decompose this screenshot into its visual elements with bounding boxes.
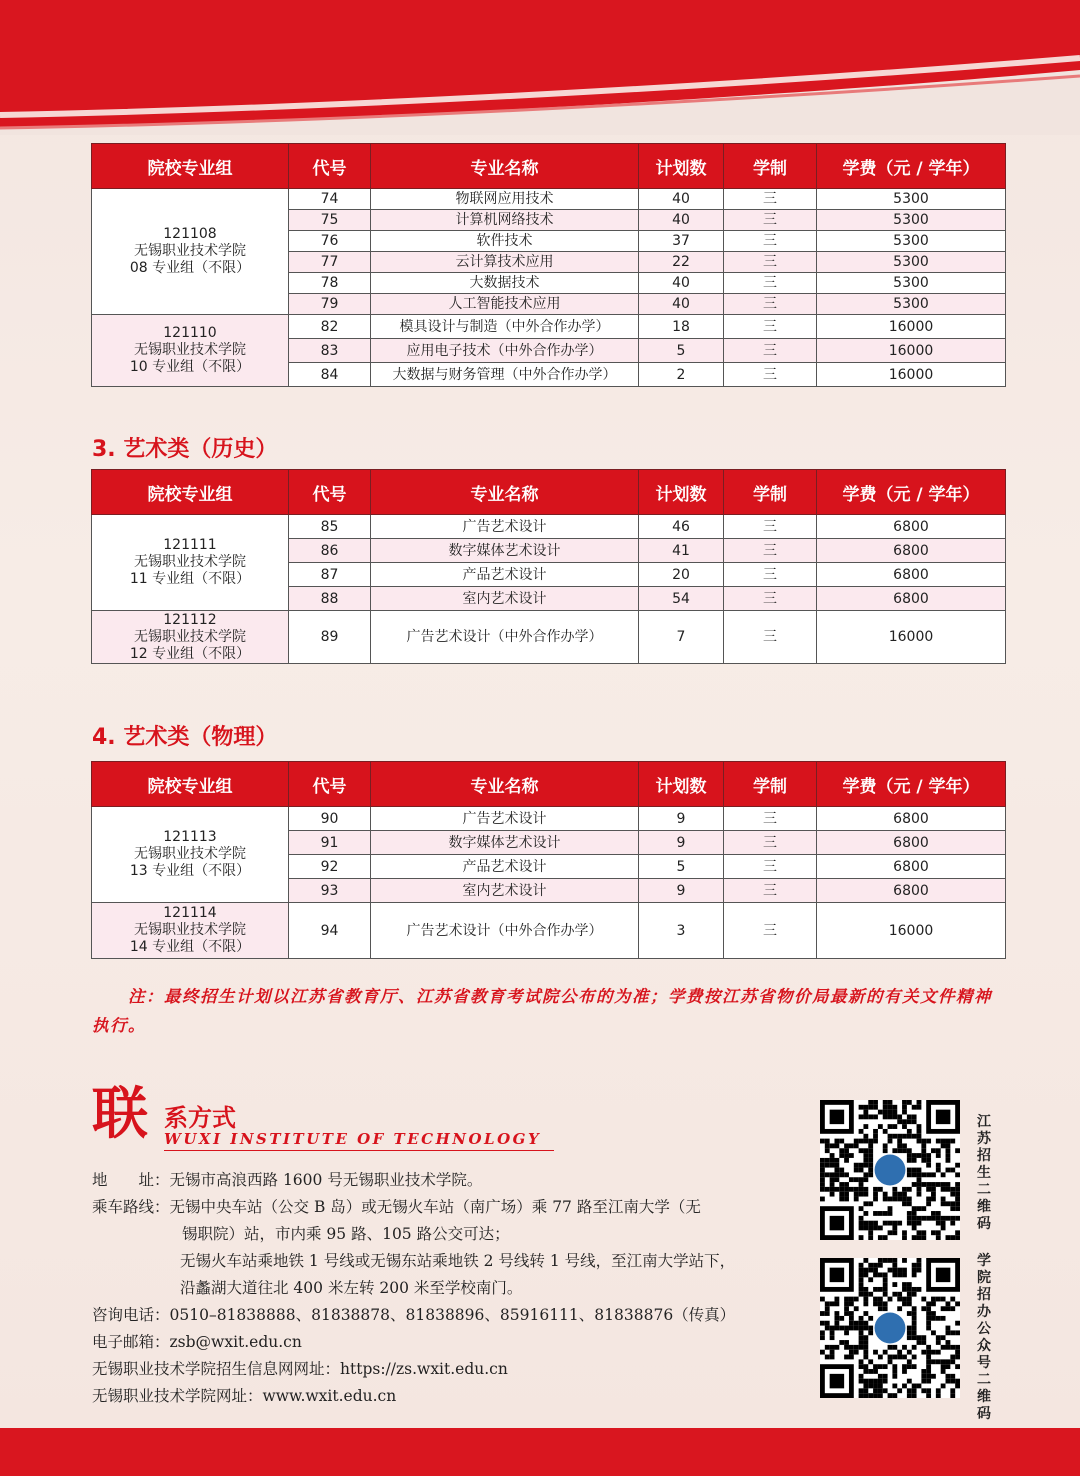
website-label: 无锡职业技术学院网址：: [92, 1387, 263, 1405]
header-code: 代号: [289, 762, 371, 807]
header-group: 院校专业组: [92, 144, 289, 189]
email-label: 电子邮箱：: [92, 1333, 170, 1351]
group-school: 无锡职业技术学院: [134, 554, 246, 570]
cell-years: 三: [724, 539, 817, 563]
table-row: [92, 903, 1006, 959]
cell-fee: 5300: [817, 252, 1006, 273]
group-code: 121112: [163, 611, 217, 628]
cell-years: 三: [724, 363, 817, 387]
table-row: [92, 515, 1006, 539]
cell-years: 三: [724, 903, 817, 959]
cell-id: 93: [289, 879, 371, 903]
cell-plan: 41: [639, 539, 724, 563]
cell-id: 86: [289, 539, 371, 563]
header-fee: 学费（元 / 学年）: [817, 762, 1006, 807]
cell-fee: 16000: [817, 315, 1006, 339]
address-value: 无锡市高浪西路 1600 号无锡职业技术学院。: [169, 1171, 483, 1189]
qr1-caption: 江苏招生二维码: [977, 1114, 991, 1232]
jiangsu-admission-qr-code-icon: [820, 1100, 960, 1240]
cell-id: 83: [289, 339, 371, 363]
cell-name: 产品艺术设计: [371, 563, 639, 587]
cell-id: 74: [289, 189, 371, 210]
group-cell: [92, 611, 289, 664]
contact-title: 系方式: [164, 1104, 236, 1132]
cell-name: 人工智能技术应用: [371, 294, 639, 315]
cell-years: 三: [724, 339, 817, 363]
section-title-art-physics: 4. 艺术类（物理）: [92, 725, 278, 750]
cell-plan: 7: [639, 611, 724, 664]
cell-id: 89: [289, 611, 371, 664]
enrollment-table-3: [91, 761, 1006, 959]
cell-fee: 5300: [817, 189, 1006, 210]
cell-id: 75: [289, 210, 371, 231]
phone-value: 0510–81838888、81838878、81838896、85916111、81838876（传真）: [169, 1306, 736, 1324]
route-line-2: 锡职院）站，市内乘 95 路、105 路公交可达；: [182, 1225, 510, 1243]
cell-fee: 6800: [817, 539, 1006, 563]
group-cell: [92, 315, 289, 387]
cell-id: 77: [289, 252, 371, 273]
cell-years: 三: [724, 294, 817, 315]
cell-years: 三: [724, 210, 817, 231]
website-line: [92, 1384, 396, 1406]
group-code: 121114: [163, 905, 217, 921]
table-row: [92, 807, 1006, 831]
cell-name: 云计算技术应用: [371, 252, 639, 273]
cell-id: 94: [289, 903, 371, 959]
group-school: 无锡职业技术学院: [134, 628, 246, 645]
cell-years: 三: [724, 273, 817, 294]
contact-heading: [92, 1082, 562, 1154]
table-row: [92, 189, 1006, 210]
group-cell: [92, 903, 289, 959]
cell-plan: 20: [639, 563, 724, 587]
cell-years: 三: [724, 189, 817, 210]
header-plan: 计划数: [639, 470, 724, 515]
cell-name: 室内艺术设计: [371, 587, 639, 611]
cell-fee: 6800: [817, 807, 1006, 831]
cell-years: 三: [724, 315, 817, 339]
college-wechat-qr-code-icon: [820, 1258, 960, 1398]
cell-id: 76: [289, 231, 371, 252]
cell-name: 广告艺术设计: [371, 515, 639, 539]
header-major: 专业名称: [371, 470, 639, 515]
header-years: 学制: [724, 762, 817, 807]
route-line-4: 沿蠡湖大道往北 400 米左转 200 米至学校南门。: [180, 1279, 523, 1297]
cell-fee: 5300: [817, 210, 1006, 231]
tuition-note: 注：最终招生计划以江苏省教育厅、江苏省教育考试院公布的为准；学费按江苏省物价局最新的有关文件精神执行。: [92, 987, 992, 1035]
cell-id: 78: [289, 273, 371, 294]
table-row: [92, 315, 1006, 339]
cell-name: 数字媒体艺术设计: [371, 539, 639, 563]
cell-years: 三: [724, 252, 817, 273]
group-group: 08 专业组（不限）: [129, 260, 251, 276]
table-header-row: [92, 470, 1006, 515]
group-school: 无锡职业技术学院: [134, 342, 246, 358]
cell-fee: 16000: [817, 363, 1006, 387]
group-cell: [92, 515, 289, 611]
admission-site-value[interactable]: https://zs.wxit.edu.cn: [340, 1360, 508, 1378]
cell-name: 广告艺术设计（中外合作办学）: [371, 903, 639, 959]
group-group: 11 专业组（不限）: [129, 571, 251, 587]
cell-plan: 5: [639, 855, 724, 879]
header-years: 学制: [724, 470, 817, 515]
cell-name: 产品艺术设计: [371, 855, 639, 879]
group-school: 无锡职业技术学院: [134, 243, 246, 259]
cell-id: 85: [289, 515, 371, 539]
cell-plan: 46: [639, 515, 724, 539]
admission-site-line: [92, 1357, 508, 1379]
route-value-1: 无锡中央车站（公交 B 岛）或无锡火车站（南广场）乘 77 路至江南大学（无: [169, 1198, 701, 1216]
group-group: 13 专业组（不限）: [129, 863, 251, 879]
cell-years: 三: [724, 587, 817, 611]
route-line: [92, 1195, 701, 1217]
table-header-row: [92, 144, 1006, 189]
cell-id: 79: [289, 294, 371, 315]
header-years: 学制: [724, 144, 817, 189]
cell-years: 三: [724, 807, 817, 831]
cell-name: 大数据技术: [371, 273, 639, 294]
cell-years: 三: [724, 879, 817, 903]
cell-plan: 9: [639, 879, 724, 903]
cell-fee: 6800: [817, 587, 1006, 611]
address-line: [92, 1168, 482, 1190]
cell-name: 计算机网络技术: [371, 210, 639, 231]
cell-fee: 6800: [817, 879, 1006, 903]
cell-id: 82: [289, 315, 371, 339]
cell-id: 92: [289, 855, 371, 879]
cell-years: 三: [724, 611, 817, 664]
cell-fee: 6800: [817, 563, 1006, 587]
group-school: 无锡职业技术学院: [134, 922, 246, 938]
cell-name: 数字媒体艺术设计: [371, 831, 639, 855]
phone-line: [92, 1303, 735, 1325]
enrollment-table-2: [91, 469, 1006, 664]
group-group: 14 专业组（不限）: [129, 939, 251, 955]
cell-plan: 37: [639, 231, 724, 252]
cell-fee: 6800: [817, 831, 1006, 855]
cell-fee: 16000: [817, 611, 1006, 664]
contact-big-char: 联: [92, 1081, 148, 1147]
cell-name: 大数据与财务管理（中外合作办学）: [371, 363, 639, 387]
email-value[interactable]: zsb@wxit.edu.cn: [169, 1333, 302, 1351]
table-header-row: [92, 762, 1006, 807]
heading-underline: [164, 1150, 554, 1151]
route-line-3: 无锡火车站乘地铁 1 号线或无锡东站乘地铁 2 号线转 1 号线，至江南大学站下，: [180, 1252, 736, 1270]
section-title-art-history: 3. 艺术类（历史）: [92, 437, 278, 462]
group-code: 121113: [163, 829, 217, 845]
group-cell: [92, 189, 289, 315]
group-school: 无锡职业技术学院: [134, 846, 246, 862]
cell-years: 三: [724, 831, 817, 855]
cell-name: 广告艺术设计（中外合作办学）: [371, 611, 639, 664]
cell-id: 91: [289, 831, 371, 855]
header-plan: 计划数: [639, 144, 724, 189]
cell-fee: 6800: [817, 515, 1006, 539]
bottom-red-band: [0, 1428, 1080, 1476]
cell-plan: 54: [639, 587, 724, 611]
website-value[interactable]: www.wxit.edu.cn: [262, 1387, 397, 1405]
header-fee: 学费（元 / 学年）: [817, 144, 1006, 189]
cell-id: 84: [289, 363, 371, 387]
cell-fee: 6800: [817, 855, 1006, 879]
enrollment-table-1: [91, 143, 1006, 387]
header-group: 院校专业组: [92, 470, 289, 515]
qr2-caption: 学院招办公众号二维码: [977, 1253, 991, 1422]
group-group: 10 专业组（不限）: [129, 359, 251, 375]
cell-plan: 3: [639, 903, 724, 959]
email-line: [92, 1330, 302, 1352]
cell-plan: 40: [639, 294, 724, 315]
cell-name: 广告艺术设计: [371, 807, 639, 831]
cell-name: 模具设计与制造（中外合作办学）: [371, 315, 639, 339]
header-group: 院校专业组: [92, 762, 289, 807]
admission-site-label: 无锡职业技术学院招生信息网网址：: [92, 1360, 341, 1378]
cell-years: 三: [724, 563, 817, 587]
cell-fee: 5300: [817, 273, 1006, 294]
top-red-ribbon: [0, 0, 1080, 135]
address-label: 地 址：: [92, 1171, 170, 1189]
cell-name: 室内艺术设计: [371, 879, 639, 903]
group-code: 121111: [163, 537, 217, 553]
cell-name: 软件技术: [371, 231, 639, 252]
group-group: 12 专业组（不限）: [129, 645, 251, 662]
cell-id: 90: [289, 807, 371, 831]
route-label: 乘车路线：: [92, 1198, 170, 1216]
cell-plan: 18: [639, 315, 724, 339]
cell-name: 物联网应用技术: [371, 189, 639, 210]
cell-fee: 16000: [817, 903, 1006, 959]
header-fee: 学费（元 / 学年）: [817, 470, 1006, 515]
institute-english-name: WUXI INSTITUTE OF TECHNOLOGY: [164, 1130, 542, 1148]
cell-fee: 5300: [817, 231, 1006, 252]
cell-plan: 22: [639, 252, 724, 273]
cell-years: 三: [724, 231, 817, 252]
cell-plan: 9: [639, 831, 724, 855]
cell-plan: 40: [639, 273, 724, 294]
cell-fee: 16000: [817, 339, 1006, 363]
table-row: [92, 611, 1006, 664]
header-code: 代号: [289, 470, 371, 515]
header-plan: 计划数: [639, 762, 724, 807]
group-code: 121108: [163, 226, 217, 242]
cell-name: 应用电子技术（中外合作办学）: [371, 339, 639, 363]
cell-plan: 40: [639, 210, 724, 231]
cell-years: 三: [724, 515, 817, 539]
cell-plan: 5: [639, 339, 724, 363]
header-major: 专业名称: [371, 144, 639, 189]
cell-plan: 9: [639, 807, 724, 831]
cell-id: 88: [289, 587, 371, 611]
phone-label: 咨询电话：: [92, 1306, 170, 1324]
cell-plan: 2: [639, 363, 724, 387]
header-code: 代号: [289, 144, 371, 189]
cell-id: 87: [289, 563, 371, 587]
header-major: 专业名称: [371, 762, 639, 807]
group-code: 121110: [163, 325, 217, 341]
cell-years: 三: [724, 855, 817, 879]
group-cell: [92, 807, 289, 903]
cell-plan: 40: [639, 189, 724, 210]
cell-fee: 5300: [817, 294, 1006, 315]
